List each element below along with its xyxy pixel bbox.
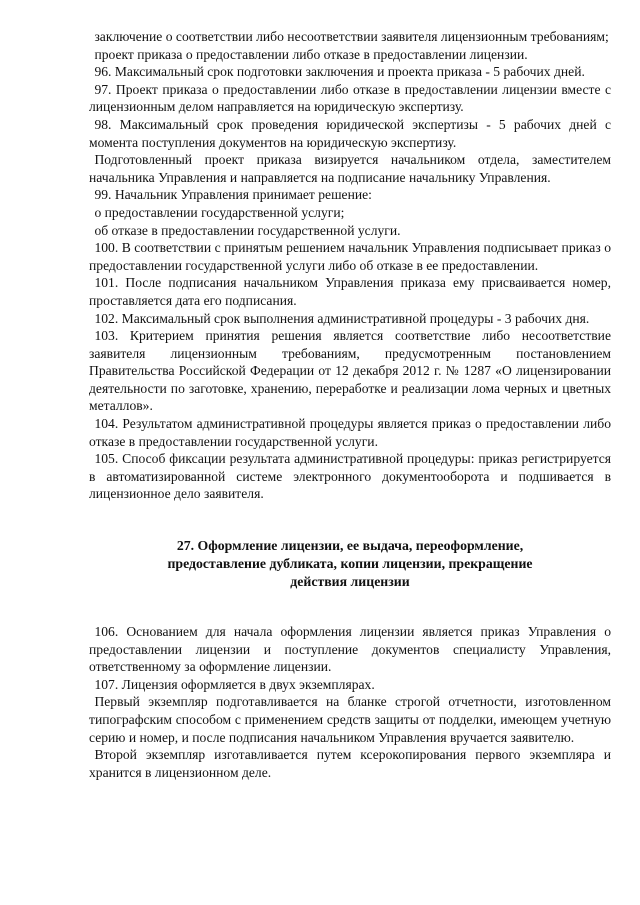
section-heading-line: 27. Оформление лицензии, ее выдача, переоформление, <box>176 538 524 554</box>
paragraph: 103. Критерием принятия решения является соответствие либо несоответствие заявителя лицензионным требованиям, предусмотренным постановлением Правительства Российской Федерации от 12 декабря 2012 г. № 1287 «О лицензировании деятельности по заготовке, хранению, переработке и реализации лома черных и цветных металлов». <box>89 328 611 414</box>
paragraph: 99. Начальник Управления принимает решение: <box>94 187 372 203</box>
paragraph: 97. Проект приказа о предоставлении либо отказе в предоставлении лицензии вместе с лицензионным делом направляется на юридическую экспертизу. <box>89 81 611 115</box>
paragraph: 102. Максимальный срок выполнения административной процедуры - 3 рабочих дня. <box>94 310 590 326</box>
section-heading <box>89 537 611 591</box>
paragraph: 104. Результатом административной процедуры является приказ о предоставлении либо отказе в предоставлении государственной услуги. <box>89 416 611 449</box>
paragraph: 106. Основанием для начала оформления лицензии является приказ Управления о предоставлении лицензии и поступление документов специалисту Управления, ответственному за оформление лицензии. <box>89 624 611 675</box>
paragraph: 98. Максимальный срок проведения юридической экспертизы - 5 рабочих дней с момента поступления документов на юридическую экспертизу. <box>89 116 611 150</box>
paragraph: Подготовленный проект приказа визируется начальником отдела, заместителем начальника Управления и направляется на подписание начальнику Управления. <box>89 152 611 185</box>
section-heading-line: действия лицензии <box>290 574 410 590</box>
paragraph: 96. Максимальный срок подготовки заключения и проекта приказа - 5 рабочих дней. <box>94 64 585 80</box>
paragraph: 105. Способ фиксации результата административной процедуры: приказ регистрируется в автоматизированной системе электронного документооборота и подшивается в лицензионное дело заявителя. <box>89 451 611 502</box>
section-heading-line: предоставление дубликата, копии лицензии, прекращение <box>167 556 533 572</box>
paragraph: об отказе в предоставлении государственной услуги. <box>94 222 401 238</box>
document-page <box>89 28 611 781</box>
paragraph: 100. В соответствии с принятым решением начальник Управления подписывает приказ о предоставлении государственной услуги либо об отказе в ее предоставлении. <box>89 240 611 273</box>
paragraph: проект приказа о предоставлении либо отказе в предоставлении лицензии. <box>94 46 528 62</box>
paragraph: 101. После подписания начальником Управления приказа ему присваивается номер, проставляется дата его подписания. <box>89 275 611 308</box>
paragraph: заключение о соответствии либо несоответствии заявителя лицензионным требованиям; <box>94 29 609 44</box>
paragraph: Первый экземпляр подготавливается на бланке строгой отчетности, изготовленном типографским способом с применением средств защиты от подделки, имеющем учетную серию и номер, и после подписания начальником Управления вручается заявителю. <box>89 694 611 745</box>
paragraph: 107. Лицензия оформляется в двух экземплярах. <box>94 676 375 692</box>
paragraph: Второй экземпляр изготавливается путем ксерокопирования первого экземпляра и хранится в лицензионном деле. <box>89 747 611 780</box>
paragraph: о предоставлении государственной услуги; <box>94 204 345 220</box>
